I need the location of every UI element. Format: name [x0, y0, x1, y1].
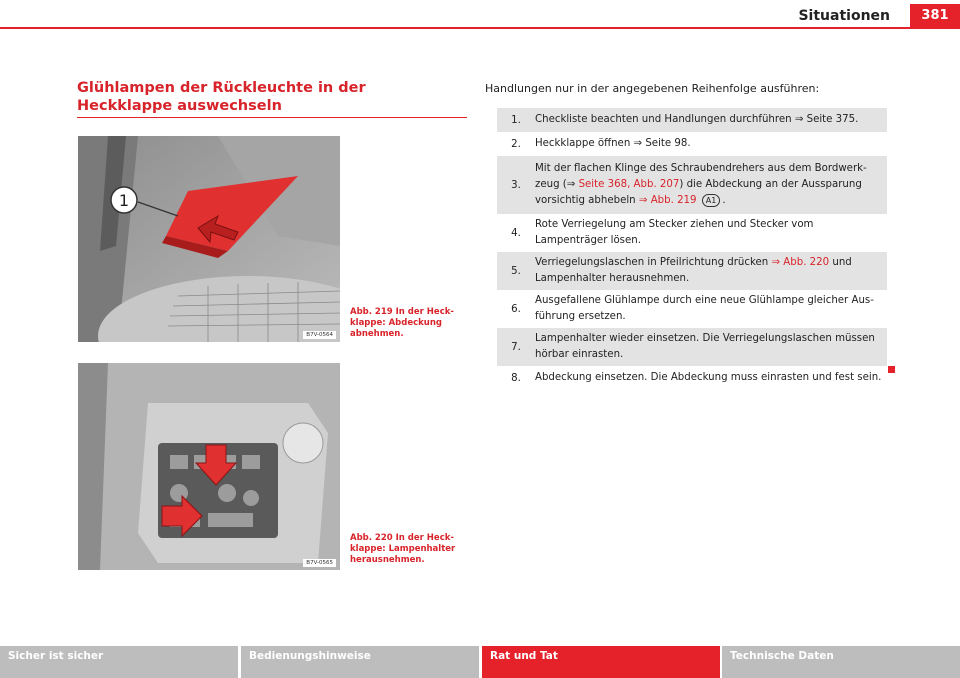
figure-220-code: B7V-0565	[303, 559, 336, 567]
step-number: 4.	[511, 227, 521, 239]
step-row	[497, 156, 887, 214]
step-text: Ausgefallene Glühlampe durch eine neue Glühlampe gleicher Aus-führung ersetzen.	[535, 295, 874, 322]
step-row	[497, 132, 887, 156]
step-text: Lampenhalter wieder einsetzen. Die Verriegelungslaschen müssen hörbar einrasten.	[535, 328, 887, 366]
step-number: 1.	[497, 108, 535, 132]
footer-tab-technische-daten[interactable]: Technische Daten	[722, 646, 960, 678]
step-row	[497, 108, 887, 132]
footer-tab-bedienungshinweise[interactable]: Bedienungshinweise	[241, 646, 479, 678]
figure-219-caption: Abb. 219 In der Heck-klappe: Abdeckung abnehmen.	[350, 307, 454, 339]
step-text: Mit der flachen Klinge des Schraubendrehers aus dem Bordwerk-zeug (⇒ Seite 368, Abb. 207) die Abdeckung an der Aussparung vorsichtig abhebeln ⇒ Abb. 219 A1 .	[535, 156, 887, 214]
steps-intro: Handlungen nur in der angegebenen Reihenfolge ausführen:	[485, 82, 820, 95]
figure-marker-1: 1	[118, 191, 130, 210]
figure-219-code: B7V-0564	[303, 331, 336, 339]
step-number: 3.	[497, 156, 535, 214]
step-row	[497, 252, 887, 290]
step-text: Rote Verriegelung am Stecker ziehen und Stecker vom Lampenträger lösen.	[535, 219, 814, 246]
figure-219-image	[78, 136, 340, 342]
figure-220-caption: Abb. 220 In der Heck-klappe: Lampenhalter herausnehmen.	[350, 533, 456, 565]
step-row	[497, 290, 887, 328]
section-end-marker	[888, 366, 895, 373]
step-page-ref: Seite 375.	[806, 114, 859, 125]
step-number: 6.	[511, 303, 521, 315]
figure-link[interactable]: Abb. 220	[783, 257, 830, 268]
section-rule	[77, 117, 467, 118]
page-header-title: Situationen	[798, 8, 890, 24]
step-number: 7.	[497, 328, 535, 366]
step-text: Checkliste beachten und Handlungen durchführen ⇒ Seite 375.	[535, 108, 887, 132]
step-text: Verriegelungslaschen in Pfeilrichtung drücken ⇒ Abb. 220 und Lampenhalter herausnehmen.	[535, 252, 887, 290]
step-row	[497, 214, 887, 252]
steps-table	[497, 108, 887, 390]
step-number: 5.	[497, 252, 535, 290]
header-rule	[0, 27, 960, 29]
step-number: 8.	[511, 372, 521, 384]
step-row	[497, 366, 887, 390]
figure-link[interactable]: Abb. 219	[650, 195, 697, 206]
figure-link[interactable]: Seite 368, Abb. 207	[578, 179, 680, 190]
figure-220-image	[78, 363, 340, 570]
step-number: 2.	[511, 138, 521, 150]
page-number: 381	[910, 4, 960, 28]
footer-tab-sicher-ist-sicher[interactable]: Sicher ist sicher	[0, 646, 238, 678]
step-text: Abdeckung einsetzen. Die Abdeckung muss einrasten und fest sein.	[535, 372, 882, 383]
footer-nav	[0, 646, 960, 678]
step-row	[497, 328, 887, 366]
step-page-ref: Seite 98.	[645, 138, 691, 149]
footer-tab-rat-und-tat[interactable]: Rat und Tat	[482, 646, 720, 678]
step-text: Heckklappe öffnen ⇒ Seite 98.	[535, 138, 691, 149]
section-title: Glühlampen der Rückleuchte in der Heckklappe auswechseln	[77, 80, 366, 114]
callout-marker: A1	[702, 194, 721, 207]
